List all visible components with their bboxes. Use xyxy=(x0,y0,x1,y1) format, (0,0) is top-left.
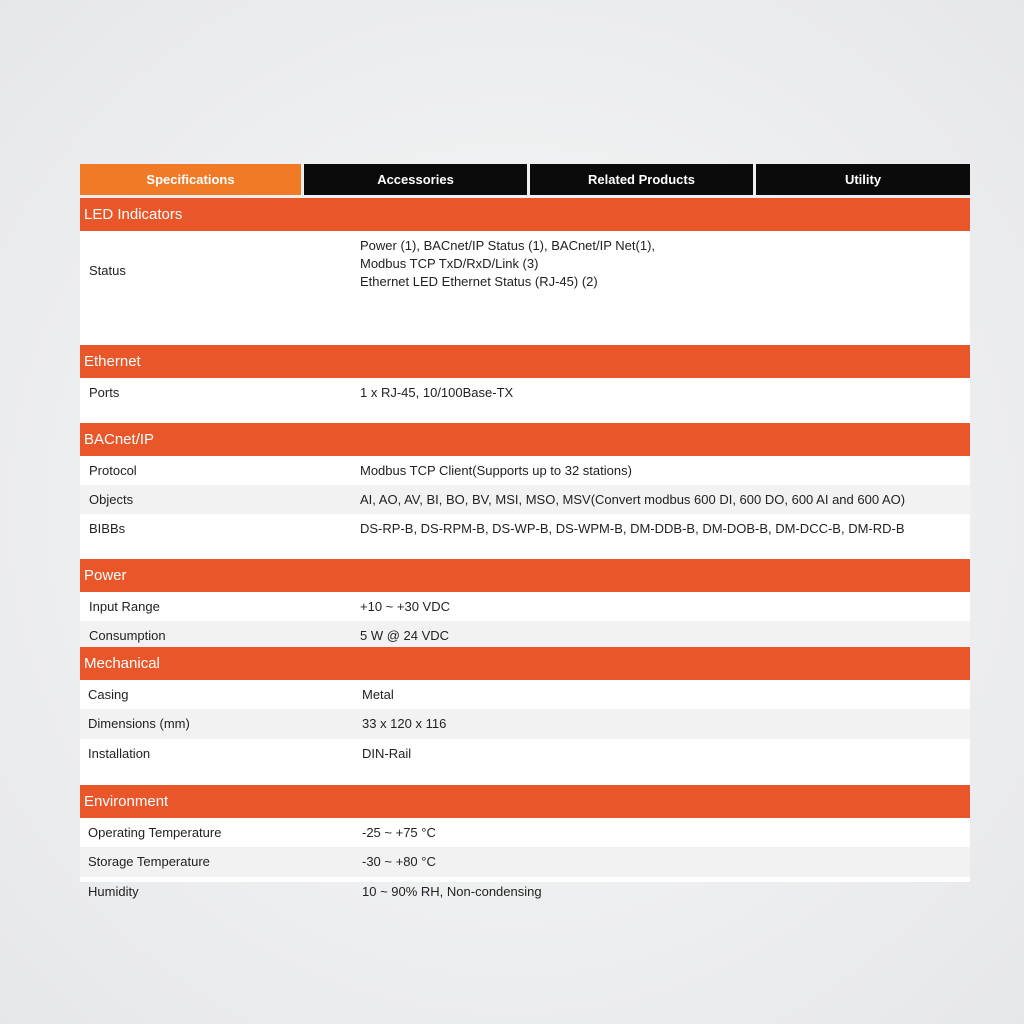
tab-accessories[interactable]: Accessories xyxy=(304,164,527,195)
spec-row-status xyxy=(80,231,970,311)
spec-value: 33 x 120 x 116 xyxy=(362,716,447,731)
spec-label: Status xyxy=(89,263,126,278)
spec-label: Humidity xyxy=(88,884,139,899)
spec-panel xyxy=(80,164,970,899)
spec-value: 10 ~ 90% RH, Non-condensing xyxy=(362,884,542,899)
spec-value-line: Modbus TCP TxD/RxD/Link (3) xyxy=(360,256,539,271)
spec-label: Objects xyxy=(89,492,134,507)
spec-table xyxy=(80,198,970,899)
spec-row-dimensions xyxy=(80,709,970,739)
spec-label: Storage Temperature xyxy=(88,854,210,869)
spec-value: AI, AO, AV, BI, BO, BV, MSI, MSO, MSV(Convert modbus 600 DI, 600 DO, 600 AI and 600 AO) xyxy=(360,492,906,507)
spec-value-line: Ethernet LED Ethernet Status (RJ-45) (2) xyxy=(360,274,598,289)
spec-row-storage-temperature xyxy=(80,847,970,877)
spec-label: Installation xyxy=(88,746,151,761)
spec-value-line: Power (1), BACnet/IP Status (1), BACnet/IP Net(1), xyxy=(360,238,656,253)
spec-row-casing xyxy=(80,680,970,709)
spec-row-installation xyxy=(80,739,970,768)
spec-value: DS-RP-B, DS-RPM-B, DS-WP-B, DS-WPM-B, DM-DDB-B, DM-DOB-B, DM-DCC-B, DM-RD-B xyxy=(360,521,905,536)
spec-label: Ports xyxy=(89,385,120,400)
spec-value: -30 ~ +80 °C xyxy=(362,854,436,869)
spec-label: BIBBs xyxy=(89,521,126,536)
spec-label: Casing xyxy=(88,687,129,702)
section-header-environment: Environment xyxy=(80,785,970,818)
section-header-power: Power xyxy=(80,559,970,592)
tab-bar xyxy=(80,164,970,195)
section-header-mechanical: Mechanical xyxy=(80,647,970,680)
tab-related-products[interactable]: Related Products xyxy=(530,164,753,195)
spec-label: Consumption xyxy=(89,628,166,643)
spec-label: Dimensions (mm) xyxy=(88,716,190,731)
spec-value xyxy=(360,237,655,291)
spec-row-consumption xyxy=(80,621,970,650)
spec-row-humidity xyxy=(80,877,970,899)
spec-value: +10 ~ +30 VDC xyxy=(360,599,450,614)
spec-row-objects xyxy=(80,485,970,514)
spec-value: Metal xyxy=(362,687,394,702)
spec-label: Protocol xyxy=(89,463,137,478)
tab-specifications[interactable]: Specifications xyxy=(80,164,301,195)
section-header-led-indicators: LED Indicators xyxy=(80,198,970,231)
spec-value: 1 x RJ-45, 10/100Base-TX xyxy=(360,385,514,400)
section-header-bacnet-ip: BACnet/IP xyxy=(80,423,970,456)
spec-label: Operating Temperature xyxy=(88,825,222,840)
spec-value: -25 ~ +75 °C xyxy=(362,825,436,840)
spec-value: DIN-Rail xyxy=(362,746,412,761)
spec-row-operating-temperature xyxy=(80,818,970,847)
spec-value: Modbus TCP Client(Supports up to 32 stations) xyxy=(360,463,632,478)
spec-value: 5 W @ 24 VDC xyxy=(360,628,450,643)
spec-row-protocol xyxy=(80,456,970,485)
spec-label: Input Range xyxy=(89,599,160,614)
tab-utility[interactable]: Utility xyxy=(756,164,970,195)
spec-row-ports xyxy=(80,378,970,407)
spec-row-input-range xyxy=(80,592,970,621)
spec-row-bibbs xyxy=(80,514,970,543)
section-header-ethernet: Ethernet xyxy=(80,345,970,378)
